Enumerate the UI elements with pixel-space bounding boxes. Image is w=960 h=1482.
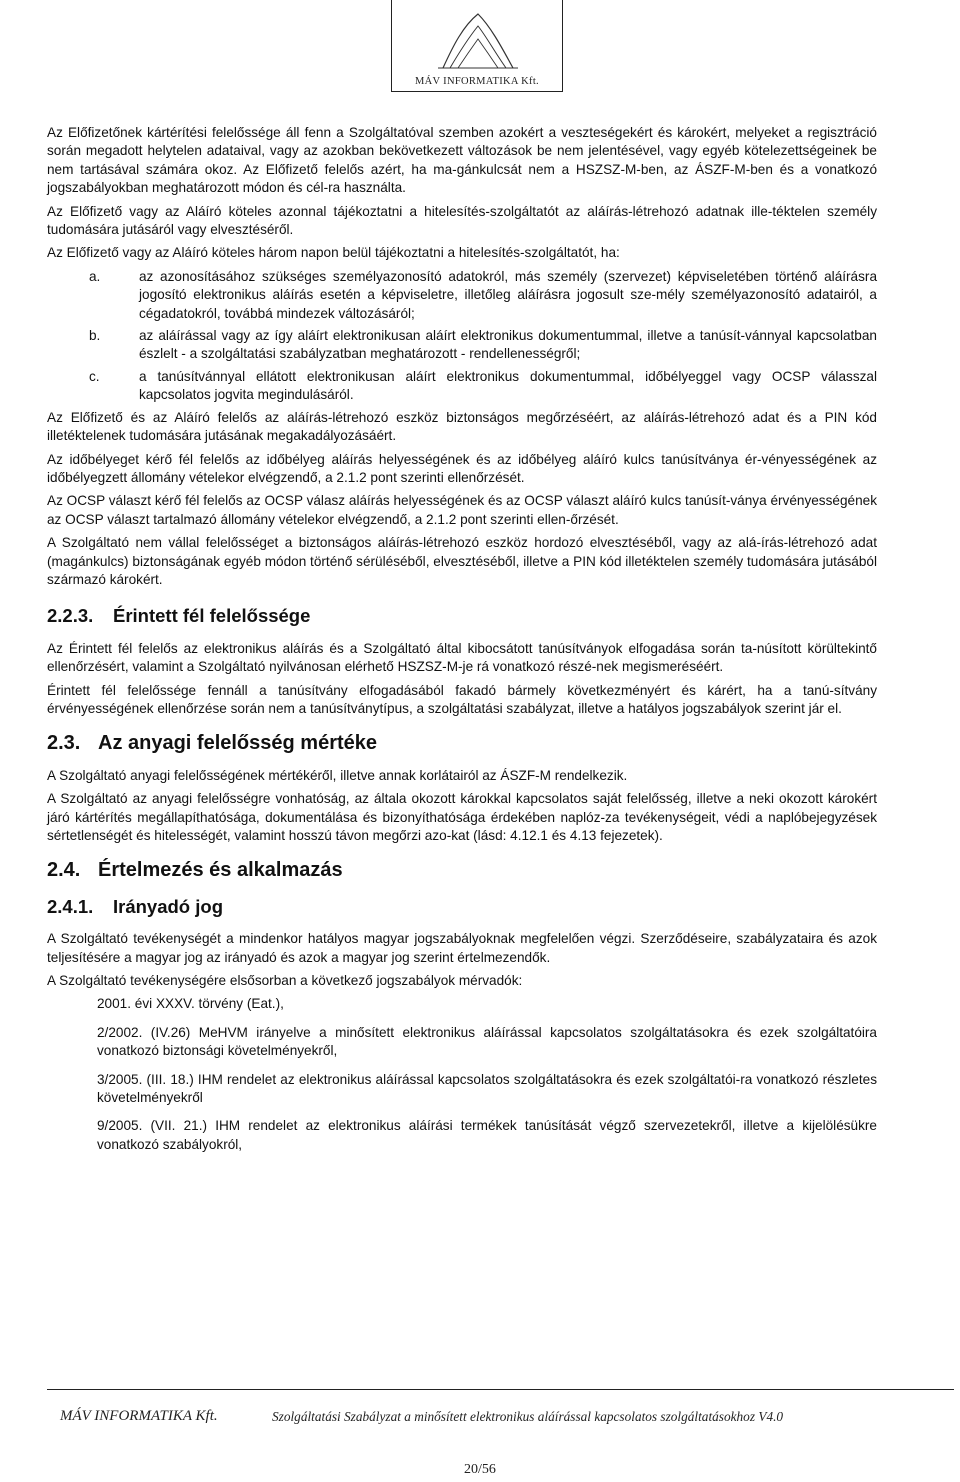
section-title: Az anyagi felelősség mértéke (98, 732, 378, 755)
paragraph: Az időbélyeget kérő fél felelős az időbélyeg aláírás helyességének és az időbélyeg aláíró kulcs tanúsítványa ér-vényességének az időbélyegzett állomány vételekor elvégzendő, a 2.1.2 pont szerinti ellenőrzését. (47, 451, 877, 485)
paragraph: Az Előfizető vagy az Aláíró köteles azonnal tájékoztatni a hitelesítés-szolgáltatót az aláírás-létrehozó adatnak ille-téktelen személy tudomására jutásáról vagy elvesztéséről. (47, 203, 877, 238)
list-letter: b. (89, 328, 101, 344)
paragraph: A Szolgáltató az anyagi felelősségre vonhatóság, az általa okozott károkkal kapcsolatos saját felelősség, illetve a neki okozott károkért járó kártérítés megállapíthatósága, dokumentálása és bizonyíthatósága érdekében naplóz-za tevékenységeit, védi a naplóbejegyzések sértetlenségét és hitelességét, valamint hosszú távon megőrzi azo-kat (lásd: 4.12.1 és 4.13 fejezetek). (47, 791, 877, 843)
list-text: a tanúsítvánnyal ellátott elektronikusan aláírt elektronikus dokumentummal, időbélyeggel vagy OCSP válasszal kapcsolatos jogvita megindulásáról. (139, 368, 877, 403)
section-title: Értelmezés és alkalmazás (98, 859, 343, 882)
list-text: az aláírással vagy az így aláírt elektronikusan aláírt elektronikus dokumentummal, illetve a tanúsít-vánnyal kapcsolatban észlelt - a szolgáltatási szabályzatban meghatározott - rendellenességről; (139, 328, 877, 362)
logo-text: MÁV INFORMATIKA Kft. (415, 76, 539, 87)
paragraph: A Szolgáltató nem vállal felelősséget a biztonságos aláírás-létrehozó eszköz hordozó elvesztéséből, vagy az alá-írás-létrehozó adat (magánkulcs) biztonságának egyéb módon történő sérüléséből, elvesztéséből, illetve a PIN kód illetéktelen személy tudomására jutásából származó károkért. (47, 535, 877, 587)
section-number: 2.2.3. (47, 605, 94, 627)
section-number: 2.4.1. (47, 895, 94, 917)
footer-company: MÁV INFORMATIKA Kft. (60, 1408, 218, 1424)
list-item (89, 268, 877, 323)
list-letter: c. (89, 368, 100, 384)
paragraph: Érintett fél felelőssége fennáll a tanúsítvány elfogadásából fakadó bármely következményért és kárért, ha a tanú-sítvány érvényességének ellenőrzése során nem a tanúsítványtípus, a szolgáltatási szabályzat, illetve a hatályos jogszabályok szerint jár el. (47, 682, 877, 716)
paragraph: Az Előfizető vagy az Aláíró köteles három napon belül tájékoztatni a hitelesítés-szolgáltatót, ha: (47, 245, 620, 261)
law-item: 2001. évi XXXV. törvény (Eat.), (97, 996, 284, 1012)
paragraph: A Szolgáltató anyagi felelősségének mértékéről, illetve annak korlátairól az ÁSZF-M rendelkezik. (47, 767, 628, 783)
section-heading-2-4 (47, 859, 877, 882)
footer-document-title: Szolgáltatási Szabályzat a minősített elektronikus aláírással kapcsolatos szolgáltatásokhoz V4.0 (272, 1409, 784, 1424)
logo-mark-icon (428, 6, 528, 76)
law-item: 2/2002. (IV.26) MeHVM irányelve a minősített elektronikus aláírással kapcsolatos szolgáltatásokra és ezek szolgáltatóira vonatkozó biztonsági követelményekről, (97, 1024, 877, 1059)
paragraph: Az Előfizető és az Aláíró felelős az aláírás-létrehozó eszköz biztonságos megőrzéséért, az aláírás-létrehozó adat és a PIN kód illetéktelenek tudomására jutásának megakadályozásáért. (47, 409, 877, 444)
footer-divider (47, 1389, 954, 1390)
company-logo (391, 0, 563, 92)
section-number: 2.4. (47, 859, 81, 882)
paragraph: Az Előfizetőnek kártérítési felelőssége áll fenn a Szolgáltatóval szemben azokért a veszteségekért és károkért, melyeket a regisztráció során megadott helytelen adataival, vagy az azokban bekövetkezett változások be nem jelentésével, vagy egyéb kötelezettségeinek be nem tartásával számára okoz. Az Előfizető felelős azért, ha ma-gánkulcsát nem a HSZSZ-M-ben, az ÁSZF-M-ben és a vonatkozó jogszabályokban meghatározott módon és cél-ra használta. (47, 125, 877, 196)
paragraph: Az Érintett fél felelős az elektronikus aláírás és a Szolgáltató által kibocsátott tanúsítványok elfogadása során ta-núsított körültekintő ellenőrzésért, valamint a Szolgáltató nyilvánosan elérhető HSZSZ-M-je rá vonatkozó részé-nek megismeréséért. (47, 640, 877, 675)
notification-list (89, 268, 877, 405)
paragraph: A Szolgáltató tevékenységét a mindenkor hatályos magyar jogszabályoknak megfelelően végzi. Szerződéseire, szabályzataira és azok teljesítésére a magyar jog az irányadó és azok a magyar jog szerint értelmezendők. (47, 931, 877, 965)
section-title: Érintett fél felelőssége (113, 605, 311, 627)
law-list (97, 995, 877, 1154)
list-text: az azonosításához szükséges személyazonosító adatokról, más személy (szervezet) képviseletében történő aláírásra jogosító elektronikus aláírás esetén a képviseletre, illetőleg aláírásra jogosult sze-mély személyazonosító adatairól, a cégadatokról, továbbá mindezek változásáról; (139, 268, 877, 321)
list-item (89, 327, 877, 364)
section-number: 2.3. (47, 732, 81, 755)
section-heading-2-3 (47, 732, 877, 755)
section-heading-2-4-1 (47, 895, 877, 917)
page-number: 20/56 (464, 1462, 496, 1477)
law-item: 9/2005. (VII. 21.) IHM rendelet az elektronikus aláírási termékek tanúsítását végző szervezetekről, illetve a kijelölésükre vonatkozó szabályokról, (97, 1118, 877, 1152)
document-body (47, 124, 877, 1164)
section-title: Irányadó jog (113, 895, 223, 917)
list-letter: a. (89, 268, 101, 284)
paragraph: Az OCSP választ kérő fél felelős az OCSP válasz aláírás helyességének és az OCSP választ aláíró kulcs tanúsít-ványa érvényességének az OCSP választ tartalmazó állomány vételekor elvégzendő, a 2.1.2 pont szerinti ellen-őrzését. (47, 493, 877, 527)
section-heading-2-2-3 (47, 607, 877, 625)
law-item: 3/2005. (III. 18.) IHM rendelet az elektronikus aláírással kapcsolatos szolgáltatásokra és ezek szolgáltatói-ra vonatkozó részletes követelményekről (97, 1071, 877, 1106)
list-item (89, 368, 877, 405)
paragraph: A Szolgáltató tevékenységére elsősorban a következő jogszabályok mérvadók: (47, 973, 523, 989)
